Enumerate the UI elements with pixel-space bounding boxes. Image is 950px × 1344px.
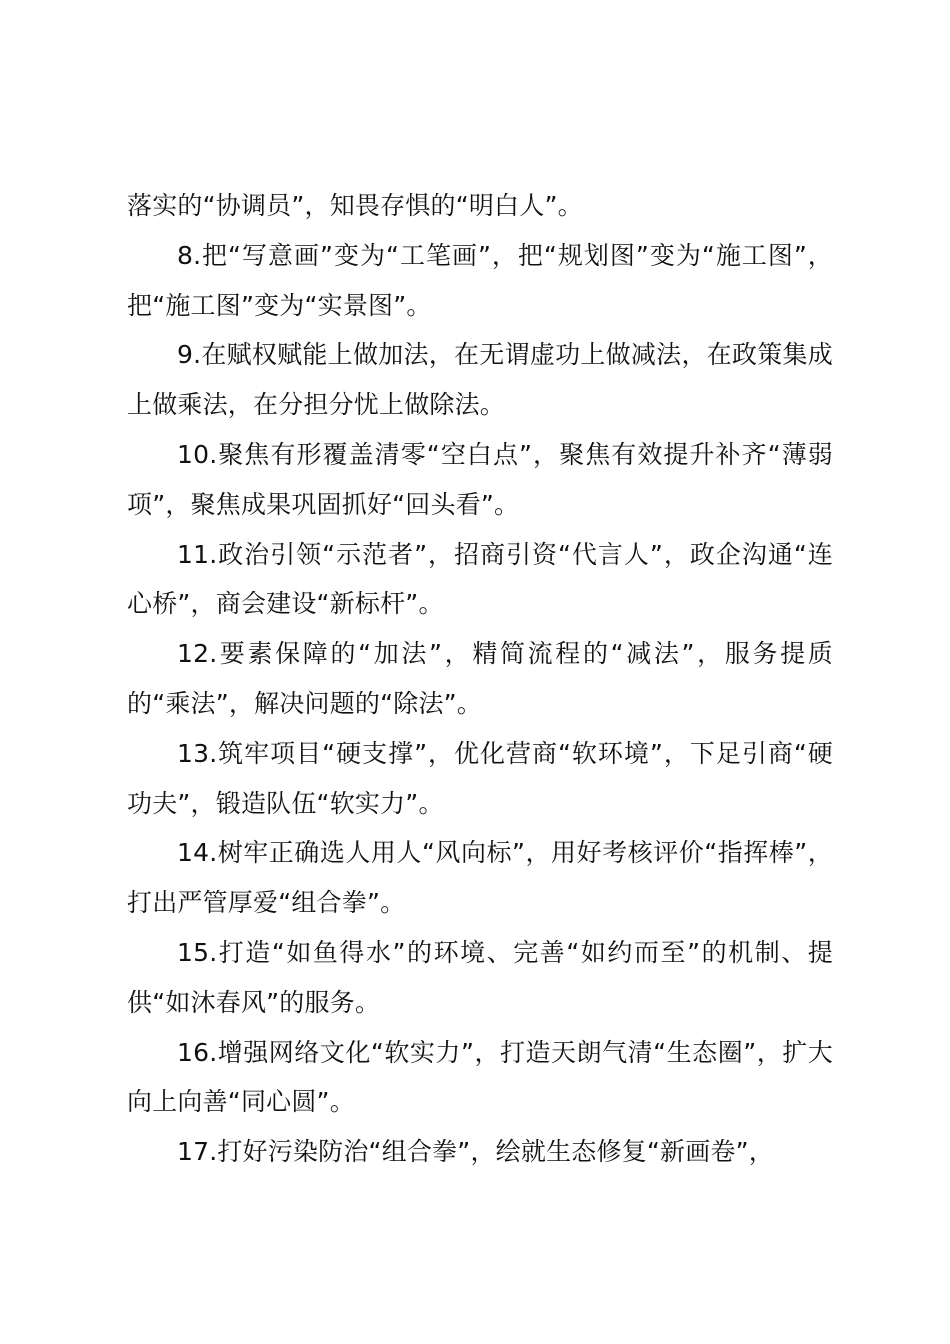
paragraph-item-11: 11.政治引领“示范者”，招商引资“代言人”，政企沟通“连心桥”，商会建设“新标杆”。 [127,539,833,619]
paragraph-item-15: 15.打造“如鱼得水”的环境、完善“如约而至”的机制、提供“如沐春风”的服务。 [127,937,833,1017]
paragraph-item-13: 13.筑牢项目“硬支撑”，优化营商“软环境”，下足引商“硬功夫”，锻造队伍“软实力”。 [127,738,833,818]
paragraph-item-14: 14.树牢正确选人用人“风向标”，用好考核评价“指挥棒”，打出严管厚爱“组合拳”。 [127,838,833,918]
paragraph-item-17: 17.打好污染防治“组合拳”，绘就生态修复“新画卷”， [177,1137,774,1167]
paragraph-item-9: 9.在赋权赋能上做加法，在无谓虚功上做减法，在政策集成上做乘法，在分担分忧上做除法。 [127,340,833,420]
paragraph-continued: 落实的“协调员”，知畏存惧的“明白人”。 [127,191,583,220]
paragraph-item-10: 10.聚焦有形覆盖清零“空白点”，聚焦有效提升补齐“薄弱项”，聚焦成果巩固抓好“回头看”。 [127,439,833,519]
document-body [127,181,833,1177]
paragraph-item-16: 16.增强网络文化“软实力”，打造天朗气清“生态圈”，扩大向上向善“同心圆”。 [127,1037,833,1117]
paragraph-item-8: 8.把“写意画”变为“工笔画”，把“规划图”变为“施工图”，把“施工图”变为“实景图”。 [127,240,833,320]
paragraph-item-12: 12.要素保障的“加法”，精简流程的“减法”，服务提质的“乘法”，解决问题的“除法”。 [127,639,833,718]
